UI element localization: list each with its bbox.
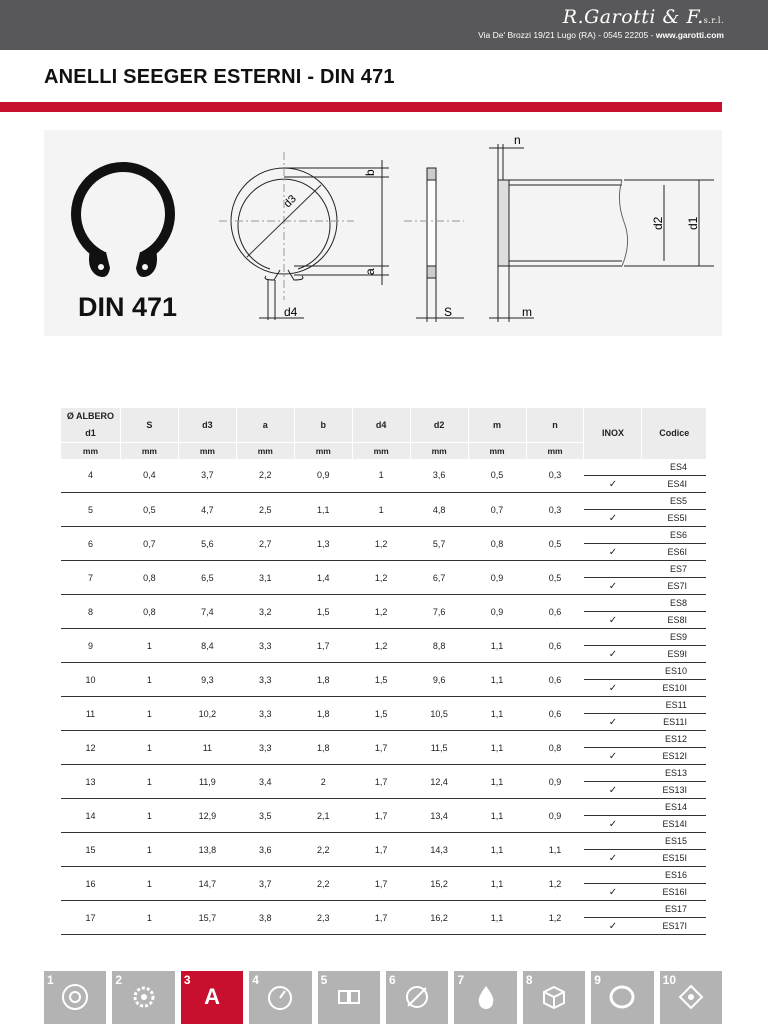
cell-d3: 15,7 (178, 901, 236, 935)
cell-a: 3,5 (236, 799, 294, 833)
cell-d4: 1,7 (352, 833, 410, 867)
cell-d1: 10 (61, 663, 121, 697)
cell-b: 1,4 (294, 561, 352, 595)
oil-drop-icon (471, 982, 501, 1012)
tab-number: 8 (525, 973, 533, 987)
code-cell: ES12 (642, 731, 706, 748)
standard-label: DIN 471 (78, 292, 178, 322)
code-inox-cell: ES4I (642, 476, 706, 493)
column-unit: mm (526, 443, 584, 459)
cell-d2: 3,6 (410, 459, 468, 493)
cell-d1: 12 (61, 731, 121, 765)
code-inox-cell: ES9I (642, 646, 706, 663)
cell-s: 0,7 (120, 527, 178, 561)
cell-n: 0,5 (526, 527, 584, 561)
column-unit: mm (410, 443, 468, 459)
cell-b: 2,1 (294, 799, 352, 833)
code-cell: ES15 (642, 833, 706, 850)
column-unit: mm (468, 443, 526, 459)
shaft-groove-drawing (489, 144, 714, 322)
cell-n: 0,6 (526, 697, 584, 731)
cell-d4: 1,2 (352, 527, 410, 561)
cell-m: 0,9 (468, 561, 526, 595)
cell-d3: 13,8 (178, 833, 236, 867)
table-row (61, 459, 707, 476)
solid-ring-icon (76, 167, 170, 277)
cell-d2: 6,7 (410, 561, 468, 595)
section-tab-1[interactable] (44, 971, 106, 1024)
top-header (0, 0, 768, 50)
inox-cell (584, 459, 642, 476)
cell-d3: 7,4 (178, 595, 236, 629)
section-tabs (44, 971, 722, 1024)
cell-s: 1 (120, 765, 178, 799)
cell-d1: 17 (61, 901, 121, 935)
section-tab-6[interactable] (386, 971, 448, 1024)
cell-d4: 1,2 (352, 561, 410, 595)
cell-a: 3,1 (236, 561, 294, 595)
inox-cell (584, 493, 642, 510)
column-header: S (120, 408, 178, 443)
cell-d3: 10,2 (178, 697, 236, 731)
cell-d4: 1,7 (352, 901, 410, 935)
cell-a: 3,3 (236, 629, 294, 663)
cell-b: 1,7 (294, 629, 352, 663)
cell-a: 3,3 (236, 663, 294, 697)
gauge-icon (265, 982, 295, 1012)
address-text: Via De' Brozzi 19/21 Lugo (RA) - 0545 22205 - (478, 30, 656, 40)
cell-d2: 9,6 (410, 663, 468, 697)
tab-number: 7 (457, 973, 465, 987)
cell-n: 1,1 (526, 833, 584, 867)
code-inox-cell: ES10I (642, 680, 706, 697)
inox-check-icon: ✓ (584, 714, 642, 731)
cell-n: 0,9 (526, 799, 584, 833)
dim-label-b: b (363, 169, 377, 176)
coupling-icon (334, 982, 364, 1012)
cell-a: 3,7 (236, 867, 294, 901)
column-header: n (526, 408, 584, 443)
cell-s: 1 (120, 799, 178, 833)
section-tab-4[interactable] (249, 971, 311, 1024)
cell-d4: 1,7 (352, 731, 410, 765)
table-body (61, 459, 707, 935)
section-tab-3[interactable] (181, 971, 243, 1024)
cell-m: 1,1 (468, 697, 526, 731)
cell-d3: 3,7 (178, 459, 236, 493)
cell-s: 0,5 (120, 493, 178, 527)
inox-check-icon: ✓ (584, 544, 642, 561)
cell-d3: 8,4 (178, 629, 236, 663)
column-header: d4 (352, 408, 410, 443)
cell-m: 1,1 (468, 765, 526, 799)
cell-s: 0,8 (120, 561, 178, 595)
inox-check-icon: ✓ (584, 680, 642, 697)
inox-check-icon: ✓ (584, 884, 642, 901)
cell-s: 1 (120, 697, 178, 731)
inox-check-icon: ✓ (584, 646, 642, 663)
cell-d2: 10,5 (410, 697, 468, 731)
code-cell: ES10 (642, 663, 706, 680)
section-tab-2[interactable] (112, 971, 174, 1024)
section-tab-10[interactable] (660, 971, 722, 1024)
cell-d3: 11,9 (178, 765, 236, 799)
cell-d2: 7,6 (410, 595, 468, 629)
table-row (61, 833, 707, 850)
cell-d1: 6 (61, 527, 121, 561)
cell-d1: 15 (61, 833, 121, 867)
website-link[interactable]: www.garotti.com (655, 30, 724, 40)
cell-d3: 9,3 (178, 663, 236, 697)
cell-d4: 1,5 (352, 663, 410, 697)
dim-label-a: a (363, 268, 377, 275)
cell-d3: 14,7 (178, 867, 236, 901)
inox-check-icon: ✓ (584, 918, 642, 935)
column-header: Ø ALBERO d1 (61, 408, 121, 443)
column-header: a (236, 408, 294, 443)
cell-n: 0,3 (526, 459, 584, 493)
cell-d3: 4,7 (178, 493, 236, 527)
cell-m: 1,1 (468, 901, 526, 935)
cell-s: 0,4 (120, 459, 178, 493)
cell-d4: 1,7 (352, 867, 410, 901)
cell-n: 0,5 (526, 561, 584, 595)
tab-number: 3 (183, 973, 191, 987)
code-inox-cell: ES5I (642, 510, 706, 527)
table-header (61, 408, 707, 459)
cell-s: 1 (120, 731, 178, 765)
inox-cell (584, 799, 642, 816)
code-cell: ES8 (642, 595, 706, 612)
bearing-icon (60, 982, 90, 1012)
tab-number: 5 (320, 973, 328, 987)
column-unit: mm (352, 443, 410, 459)
cell-m: 1,1 (468, 663, 526, 697)
cell-m: 1,1 (468, 629, 526, 663)
cell-m: 1,1 (468, 833, 526, 867)
cell-b: 1,8 (294, 697, 352, 731)
code-inox-cell: ES17I (642, 918, 706, 935)
section-tab-9[interactable] (591, 971, 653, 1024)
table-row (61, 493, 707, 510)
code-cell: ES5 (642, 493, 706, 510)
company-address (478, 30, 724, 40)
cell-a: 3,4 (236, 765, 294, 799)
inox-check-icon: ✓ (584, 748, 642, 765)
cell-m: 0,5 (468, 459, 526, 493)
table-row (61, 697, 707, 714)
table-row (61, 901, 707, 918)
table-row (61, 629, 707, 646)
cell-b: 1,1 (294, 493, 352, 527)
cell-a: 2,5 (236, 493, 294, 527)
cell-a: 2,7 (236, 527, 294, 561)
inox-cell (584, 867, 642, 884)
column-unit: mm (61, 443, 121, 459)
tab-number: 2 (115, 973, 123, 987)
code-cell: ES11 (642, 697, 706, 714)
brand-logo (563, 6, 724, 28)
code-cell: ES13 (642, 765, 706, 782)
code-inox-cell: ES13I (642, 782, 706, 799)
column-header: b (294, 408, 352, 443)
cell-d2: 15,2 (410, 867, 468, 901)
inox-check-icon: ✓ (584, 612, 642, 629)
cell-m: 1,1 (468, 867, 526, 901)
gear-chain-icon (129, 982, 159, 1012)
cell-b: 1,5 (294, 595, 352, 629)
cell-d2: 14,3 (410, 833, 468, 867)
cell-a: 3,6 (236, 833, 294, 867)
code-inox-cell: ES11I (642, 714, 706, 731)
dim-label-s: S (444, 305, 453, 319)
cell-s: 1 (120, 867, 178, 901)
column-header: d3 (178, 408, 236, 443)
column-unit: mm (178, 443, 236, 459)
cell-s: 1 (120, 833, 178, 867)
tab-number: 9 (594, 973, 601, 987)
cell-d4: 1,2 (352, 629, 410, 663)
cell-d1: 13 (61, 765, 121, 799)
table-row (61, 731, 707, 748)
cell-d4: 1,5 (352, 697, 410, 731)
cell-d4: 1 (352, 493, 410, 527)
cell-a: 2,2 (236, 459, 294, 493)
code-inox-cell: ES16I (642, 884, 706, 901)
cell-s: 1 (120, 901, 178, 935)
code-inox-cell: ES6I (642, 544, 706, 561)
cell-s: 0,8 (120, 595, 178, 629)
cell-d1: 11 (61, 697, 121, 731)
cell-d2: 5,7 (410, 527, 468, 561)
table-row (61, 799, 707, 816)
cell-n: 0,6 (526, 663, 584, 697)
cell-d1: 7 (61, 561, 121, 595)
code-inox-cell: ES15I (642, 850, 706, 867)
code-cell: ES14 (642, 799, 706, 816)
cell-d2: 13,4 (410, 799, 468, 833)
tab-number: 4 (252, 973, 259, 987)
cell-a: 3,8 (236, 901, 294, 935)
diameter-icon (402, 982, 432, 1012)
inox-check-icon: ✓ (584, 816, 642, 833)
cell-d3: 6,5 (178, 561, 236, 595)
cell-d3: 11 (178, 731, 236, 765)
inox-cell (584, 527, 642, 544)
code-inox-cell: ES12I (642, 748, 706, 765)
cell-n: 0,6 (526, 629, 584, 663)
cell-d2: 8,8 (410, 629, 468, 663)
cell-d1: 14 (61, 799, 121, 833)
package-icon (539, 982, 569, 1012)
cell-d3: 12,9 (178, 799, 236, 833)
cell-n: 0,9 (526, 765, 584, 799)
inox-check-icon: ✓ (584, 782, 642, 799)
cell-b: 2,3 (294, 901, 352, 935)
code-cell: ES7 (642, 561, 706, 578)
cell-d2: 11,5 (410, 731, 468, 765)
brand-name: R.Garotti & F. (562, 6, 704, 28)
inox-check-icon: ✓ (584, 578, 642, 595)
cell-a: 3,2 (236, 595, 294, 629)
dim-label-d2: d2 (651, 216, 665, 230)
column-unit: mm (236, 443, 294, 459)
tab-number: 1 (47, 973, 54, 987)
cell-m: 0,8 (468, 527, 526, 561)
specification-table (60, 408, 706, 935)
inox-cell (584, 697, 642, 714)
cell-d4: 1,7 (352, 765, 410, 799)
cell-d1: 8 (61, 595, 121, 629)
cell-d4: 1 (352, 459, 410, 493)
title-underline-bar (0, 102, 722, 112)
o-ring-icon (607, 982, 637, 1012)
ring-side-view (404, 168, 464, 322)
column-header: INOX (584, 408, 642, 459)
cell-d1: 16 (61, 867, 121, 901)
code-cell: ES4 (642, 459, 706, 476)
column-unit: mm (294, 443, 352, 459)
cell-d2: 4,8 (410, 493, 468, 527)
cell-d1: 9 (61, 629, 121, 663)
column-header: Codice (642, 408, 706, 459)
cell-a: 3,3 (236, 697, 294, 731)
technical-drawing (44, 130, 722, 336)
inox-cell (584, 629, 642, 646)
drawing-svg (44, 130, 722, 336)
cell-n: 1,2 (526, 901, 584, 935)
table-row (61, 527, 707, 544)
code-inox-cell: ES7I (642, 578, 706, 595)
cell-n: 1,2 (526, 867, 584, 901)
inox-check-icon: ✓ (584, 850, 642, 867)
code-cell: ES17 (642, 901, 706, 918)
table-row (61, 867, 707, 884)
cell-n: 0,3 (526, 493, 584, 527)
table-row (61, 663, 707, 680)
cell-a: 3,3 (236, 731, 294, 765)
brand-suffix: s.r.l. (703, 16, 724, 25)
column-unit: mm (120, 443, 178, 459)
dim-label-d1: d1 (686, 216, 700, 230)
code-inox-cell: ES8I (642, 612, 706, 629)
cell-n: 0,6 (526, 595, 584, 629)
cell-d1: 5 (61, 493, 121, 527)
cell-m: 1,1 (468, 799, 526, 833)
cell-b: 1,8 (294, 663, 352, 697)
ring-outline-drawing (219, 152, 389, 320)
table-row (61, 595, 707, 612)
cell-b: 1,8 (294, 731, 352, 765)
diamond-icon (676, 982, 706, 1012)
cell-m: 1,1 (468, 731, 526, 765)
code-cell: ES16 (642, 867, 706, 884)
cell-b: 2,2 (294, 867, 352, 901)
dim-label-m: m (522, 305, 532, 319)
section-tab-7[interactable] (454, 971, 516, 1024)
cell-n: 0,8 (526, 731, 584, 765)
dim-label-d4: d4 (284, 305, 298, 319)
table-row (61, 765, 707, 782)
cell-m: 0,7 (468, 493, 526, 527)
dim-label-d3: d3 (281, 192, 299, 211)
cell-b: 1,3 (294, 527, 352, 561)
column-header: d2 (410, 408, 468, 443)
inox-cell (584, 663, 642, 680)
cell-b: 2,2 (294, 833, 352, 867)
cell-b: 2 (294, 765, 352, 799)
tab-number: 6 (389, 973, 396, 987)
inox-cell (584, 595, 642, 612)
section-tab-5[interactable] (318, 971, 380, 1024)
inox-cell (584, 901, 642, 918)
cell-d4: 1,7 (352, 799, 410, 833)
inox-check-icon: ✓ (584, 510, 642, 527)
cell-d3: 5,6 (178, 527, 236, 561)
dim-label-n: n (514, 133, 521, 147)
tab-number: 10 (662, 973, 677, 987)
section-tab-8[interactable] (523, 971, 585, 1024)
cell-d4: 1,2 (352, 595, 410, 629)
page-title: ANELLI SEEGER ESTERNI - DIN 471 (44, 66, 395, 88)
inox-cell (584, 833, 642, 850)
table-row (61, 561, 707, 578)
code-cell: ES6 (642, 527, 706, 544)
code-inox-cell: ES14I (642, 816, 706, 833)
code-cell: ES9 (642, 629, 706, 646)
cell-s: 1 (120, 629, 178, 663)
inox-cell (584, 765, 642, 782)
cell-s: 1 (120, 663, 178, 697)
column-header: m (468, 408, 526, 443)
cell-m: 0,9 (468, 595, 526, 629)
inox-cell (584, 561, 642, 578)
inox-check-icon: ✓ (584, 476, 642, 493)
cell-d1: 4 (61, 459, 121, 493)
cell-d2: 16,2 (410, 901, 468, 935)
cell-b: 0,9 (294, 459, 352, 493)
cell-d2: 12,4 (410, 765, 468, 799)
tab-letter: A (204, 984, 220, 1009)
inox-cell (584, 731, 642, 748)
